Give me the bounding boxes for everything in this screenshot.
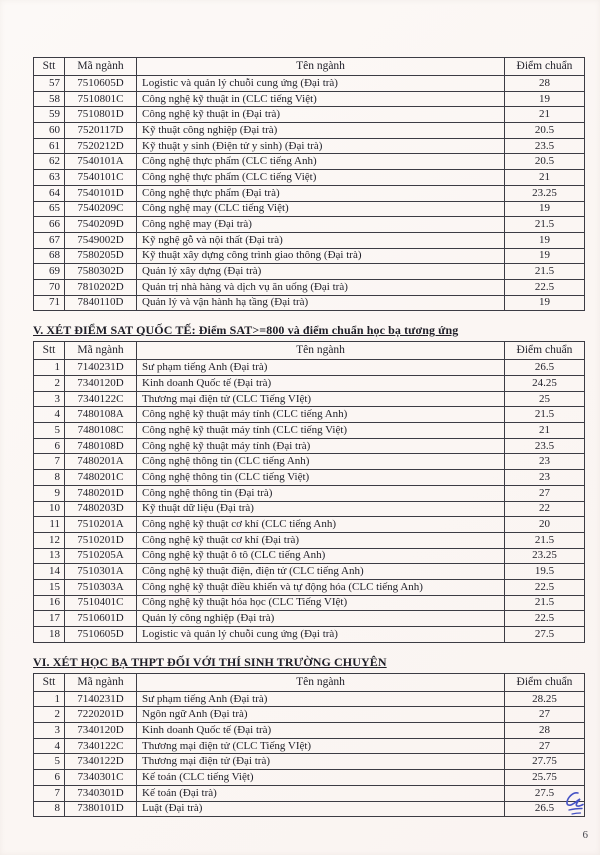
cell-stt: 2 — [34, 376, 65, 392]
cell-ma-nganh: 7510401C — [65, 595, 137, 611]
col-header-stt: Stt — [34, 342, 65, 360]
cell-ma-nganh: 7480108D — [65, 438, 137, 454]
cell-stt: 5 — [34, 423, 65, 439]
table-row — [34, 279, 585, 295]
cell-ten-nganh: Quản lý và vận hành hạ tầng (Đại trà) — [137, 295, 505, 311]
cell-ten-nganh: Kế toán (Đại trà) — [137, 785, 505, 801]
cell-ma-nganh: 7510801D — [65, 107, 137, 123]
cell-diem-chuan: 21.5 — [505, 407, 585, 423]
table-row — [34, 517, 585, 533]
cell-ten-nganh: Công nghệ kỹ thuật điều khiển và tự động hóa (CLC tiếng Anh) — [137, 579, 505, 595]
col-header-diem-chuan: Điểm chuẩn — [505, 58, 585, 76]
table-row — [34, 295, 585, 311]
table-row — [34, 201, 585, 217]
cell-stt: 4 — [34, 738, 65, 754]
table-row — [34, 376, 585, 392]
cell-stt: 70 — [34, 279, 65, 295]
cell-stt: 7 — [34, 454, 65, 470]
cell-ma-nganh: 7510205A — [65, 548, 137, 564]
cell-ten-nganh: Công nghệ thực phẩm (Đại trà) — [137, 185, 505, 201]
table-row — [34, 723, 585, 739]
cell-ten-nganh: Ngôn ngữ Anh (Đại trà) — [137, 707, 505, 723]
cell-diem-chuan: 19 — [505, 91, 585, 107]
table-row — [34, 707, 585, 723]
cell-diem-chuan: 20.5 — [505, 154, 585, 170]
cell-stt: 13 — [34, 548, 65, 564]
table-row — [34, 391, 585, 407]
cell-stt: 18 — [34, 627, 65, 643]
cell-stt: 11 — [34, 517, 65, 533]
cell-ma-nganh: 7540209D — [65, 217, 137, 233]
cell-ma-nganh: 7480201A — [65, 454, 137, 470]
table-row — [34, 107, 585, 123]
cell-ten-nganh: Công nghệ may (Đại trà) — [137, 217, 505, 233]
table-row — [34, 154, 585, 170]
cell-diem-chuan: 21 — [505, 107, 585, 123]
cell-ten-nganh: Công nghệ kỹ thuật điện, điện tử (CLC tiếng Anh) — [137, 564, 505, 580]
cell-diem-chuan: 28 — [505, 76, 585, 92]
table-row — [34, 76, 585, 92]
cell-stt: 10 — [34, 501, 65, 517]
cell-stt: 14 — [34, 564, 65, 580]
cell-stt: 71 — [34, 295, 65, 311]
cell-ma-nganh: 7540101D — [65, 185, 137, 201]
cell-stt: 3 — [34, 723, 65, 739]
cell-stt: 2 — [34, 707, 65, 723]
table-row — [34, 801, 585, 817]
cell-stt: 62 — [34, 154, 65, 170]
cell-ten-nganh: Công nghệ thông tin (Đại trà) — [137, 485, 505, 501]
cell-ten-nganh: Quản lý công nghiệp (Đại trà) — [137, 611, 505, 627]
cell-ten-nganh: Sư phạm tiếng Anh (Đại trà) — [137, 360, 505, 376]
table-row — [34, 470, 585, 486]
cell-ma-nganh: 7510301A — [65, 564, 137, 580]
table-row — [34, 785, 585, 801]
cell-ma-nganh: 7540209C — [65, 201, 137, 217]
cell-ten-nganh: Thương mại điện tử (CLC Tiếng VIệt) — [137, 738, 505, 754]
col-header-ten-nganh: Tên ngành — [137, 342, 505, 360]
table-row — [34, 185, 585, 201]
cell-ten-nganh: Luật (Đại trà) — [137, 801, 505, 817]
cell-ma-nganh: 7340301C — [65, 770, 137, 786]
cell-ten-nganh: Kỹ thuật y sinh (Điện tử y sinh) (Đại trà) — [137, 138, 505, 154]
cell-diem-chuan: 22.5 — [505, 279, 585, 295]
cell-diem-chuan: 19 — [505, 248, 585, 264]
cell-ma-nganh: 7510303A — [65, 579, 137, 595]
section-vi-heading: VI. XÉT HỌC BẠ THPT ĐỐI VỚI THÍ SINH TRƯỜNG CHUYÊN — [33, 654, 387, 669]
cell-stt: 66 — [34, 217, 65, 233]
cell-ma-nganh: 7810202D — [65, 279, 137, 295]
cell-diem-chuan: 27 — [505, 707, 585, 723]
signature-icon — [554, 790, 588, 828]
table-row — [34, 217, 585, 233]
cell-ten-nganh: Công nghệ kỹ thuật in (CLC tiếng Việt) — [137, 91, 505, 107]
score-table-rows-57-71 — [33, 57, 585, 311]
cell-diem-chuan: 23.25 — [505, 185, 585, 201]
cell-stt: 68 — [34, 248, 65, 264]
cell-ten-nganh: Công nghệ thông tin (CLC tiếng Anh) — [137, 454, 505, 470]
cell-ma-nganh: 7549002D — [65, 232, 137, 248]
cell-stt: 16 — [34, 595, 65, 611]
table-row — [34, 595, 585, 611]
score-table-sat-international — [33, 341, 585, 642]
cell-ma-nganh: 7140231D — [65, 360, 137, 376]
cell-ten-nganh: Logistic và quản lý chuỗi cung ứng (Đại trà) — [137, 76, 505, 92]
cell-diem-chuan: 27 — [505, 485, 585, 501]
cell-ten-nganh: Công nghệ thực phẩm (CLC tiếng Anh) — [137, 154, 505, 170]
table-row — [34, 423, 585, 439]
table-row — [34, 170, 585, 186]
cell-stt: 58 — [34, 91, 65, 107]
cell-ten-nganh: Kế toán (CLC tiếng Việt) — [137, 770, 505, 786]
cell-diem-chuan: 21 — [505, 423, 585, 439]
cell-ma-nganh: 7340122D — [65, 754, 137, 770]
cell-ma-nganh: 7510801C — [65, 91, 137, 107]
table-header-row — [34, 673, 585, 691]
cell-stt: 1 — [34, 691, 65, 707]
cell-diem-chuan: 21.5 — [505, 264, 585, 280]
cell-diem-chuan: 23.5 — [505, 438, 585, 454]
col-header-ten-nganh: Tên ngành — [137, 58, 505, 76]
cell-ma-nganh: 7340122C — [65, 738, 137, 754]
cell-stt: 61 — [34, 138, 65, 154]
cell-ten-nganh: Công nghệ kỹ thuật cơ khí (Đại trà) — [137, 532, 505, 548]
cell-stt: 9 — [34, 485, 65, 501]
col-header-ma-nganh: Mã ngành — [65, 58, 137, 76]
cell-ten-nganh: Công nghệ kỹ thuật cơ khí (CLC tiếng Anh) — [137, 517, 505, 533]
cell-diem-chuan: 24.25 — [505, 376, 585, 392]
cell-diem-chuan: 22.5 — [505, 611, 585, 627]
cell-ma-nganh: 7510605D — [65, 627, 137, 643]
cell-stt: 17 — [34, 611, 65, 627]
cell-diem-chuan: 22.5 — [505, 579, 585, 595]
table-row — [34, 611, 585, 627]
cell-ma-nganh: 7520212D — [65, 138, 137, 154]
table-header-row — [34, 342, 585, 360]
cell-ma-nganh: 7580205D — [65, 248, 137, 264]
cell-ten-nganh: Công nghệ kỹ thuật ô tô (CLC tiếng Anh) — [137, 548, 505, 564]
cell-diem-chuan: 23 — [505, 470, 585, 486]
cell-stt: 63 — [34, 170, 65, 186]
cell-ten-nganh: Logistic và quản lý chuỗi cung ứng (Đại trà) — [137, 627, 505, 643]
cell-diem-chuan: 27.5 — [505, 785, 585, 801]
cell-stt: 4 — [34, 407, 65, 423]
cell-diem-chuan: 27.75 — [505, 754, 585, 770]
cell-diem-chuan: 27 — [505, 738, 585, 754]
cell-diem-chuan: 23.5 — [505, 138, 585, 154]
cell-stt: 5 — [34, 754, 65, 770]
cell-diem-chuan: 22 — [505, 501, 585, 517]
col-header-ma-nganh: Mã ngành — [65, 673, 137, 691]
table-row — [34, 264, 585, 280]
table-row — [34, 691, 585, 707]
cell-diem-chuan: 20 — [505, 517, 585, 533]
col-header-diem-chuan: Điểm chuẩn — [505, 673, 585, 691]
table-row — [34, 407, 585, 423]
cell-ma-nganh: 7480108C — [65, 423, 137, 439]
page-content — [33, 0, 585, 817]
col-header-diem-chuan: Điểm chuẩn — [505, 342, 585, 360]
cell-stt: 8 — [34, 470, 65, 486]
col-header-ten-nganh: Tên ngành — [137, 673, 505, 691]
cell-stt: 57 — [34, 76, 65, 92]
cell-diem-chuan: 20.5 — [505, 123, 585, 139]
table-row — [34, 627, 585, 643]
cell-diem-chuan: 19 — [505, 232, 585, 248]
cell-ma-nganh: 7340120D — [65, 723, 137, 739]
cell-ten-nganh: Kinh doanh Quốc tế (Đại trà) — [137, 723, 505, 739]
cell-stt: 7 — [34, 785, 65, 801]
table-row — [34, 548, 585, 564]
cell-ma-nganh: 7510201D — [65, 532, 137, 548]
cell-ma-nganh: 7480108A — [65, 407, 137, 423]
cell-ten-nganh: Công nghệ kỹ thuật máy tính (Đại trà) — [137, 438, 505, 454]
cell-ten-nganh: Kỹ thuật xây dựng công trình giao thông (Đại trà) — [137, 248, 505, 264]
cell-ma-nganh: 7510201A — [65, 517, 137, 533]
cell-stt: 15 — [34, 579, 65, 595]
cell-stt: 65 — [34, 201, 65, 217]
cell-ma-nganh: 7340120D — [65, 376, 137, 392]
cell-stt: 69 — [34, 264, 65, 280]
cell-ma-nganh: 7480201C — [65, 470, 137, 486]
cell-diem-chuan: 21.5 — [505, 595, 585, 611]
cell-ma-nganh: 7580302D — [65, 264, 137, 280]
cell-ten-nganh: Công nghệ thông tin (CLC tiếng Việt) — [137, 470, 505, 486]
col-header-stt: Stt — [34, 58, 65, 76]
cell-ma-nganh: 7540101A — [65, 154, 137, 170]
cell-stt: 8 — [34, 801, 65, 817]
table-row — [34, 579, 585, 595]
table-row — [34, 754, 585, 770]
cell-diem-chuan: 28.25 — [505, 691, 585, 707]
cell-ma-nganh: 7380101D — [65, 801, 137, 817]
col-header-ma-nganh: Mã ngành — [65, 342, 137, 360]
cell-diem-chuan: 28 — [505, 723, 585, 739]
cell-diem-chuan: 23 — [505, 454, 585, 470]
cell-stt: 67 — [34, 232, 65, 248]
cell-ten-nganh: Kỹ nghệ gỗ và nội thất (Đại trà) — [137, 232, 505, 248]
cell-ten-nganh: Kỹ thuật công nghiệp (Đại trà) — [137, 123, 505, 139]
cell-ten-nganh: Công nghệ kỹ thuật máy tính (CLC tiếng Anh) — [137, 407, 505, 423]
cell-ma-nganh: 7510601D — [65, 611, 137, 627]
cell-ten-nganh: Công nghệ kỹ thuật in (Đại trà) — [137, 107, 505, 123]
table-row — [34, 532, 585, 548]
cell-ten-nganh: Thương mại điện tử (Đại trà) — [137, 754, 505, 770]
cell-diem-chuan: 26.5 — [505, 360, 585, 376]
cell-ma-nganh: 7540101C — [65, 170, 137, 186]
cell-ten-nganh: Kỹ thuật dữ liệu (Đại trà) — [137, 501, 505, 517]
cell-diem-chuan: 21.5 — [505, 217, 585, 233]
cell-stt: 59 — [34, 107, 65, 123]
col-header-stt: Stt — [34, 673, 65, 691]
cell-ma-nganh: 7510605D — [65, 76, 137, 92]
section-v-heading: V. XÉT ĐIỂM SAT QUỐC TẾ: Điểm SAT>=800 và điểm chuẩn học bạ tương ứng — [33, 323, 459, 338]
cell-diem-chuan: 19 — [505, 201, 585, 217]
cell-ma-nganh: 7840110D — [65, 295, 137, 311]
table-row — [34, 232, 585, 248]
cell-ten-nganh: Công nghệ thực phẩm (CLC tiếng Việt) — [137, 170, 505, 186]
table-row — [34, 770, 585, 786]
cell-ten-nganh: Công nghệ may (CLC tiếng Việt) — [137, 201, 505, 217]
cell-ten-nganh: Quản lý xây dựng (Đại trà) — [137, 264, 505, 280]
cell-diem-chuan: 21 — [505, 170, 585, 186]
cell-ten-nganh: Kinh doanh Quốc tế (Đại trà) — [137, 376, 505, 392]
table-row — [34, 485, 585, 501]
table-row — [34, 123, 585, 139]
cell-diem-chuan: 27.5 — [505, 627, 585, 643]
page-number: 6 — [582, 829, 588, 841]
table-row — [34, 454, 585, 470]
score-table-specialized-school — [33, 673, 585, 818]
cell-stt: 1 — [34, 360, 65, 376]
cell-stt: 60 — [34, 123, 65, 139]
cell-stt: 6 — [34, 770, 65, 786]
cell-diem-chuan: 21.5 — [505, 532, 585, 548]
cell-ma-nganh: 7220201D — [65, 707, 137, 723]
cell-ma-nganh: 7480201D — [65, 485, 137, 501]
cell-ten-nganh: Công nghệ kỹ thuật máy tính (CLC tiếng Việt) — [137, 423, 505, 439]
cell-diem-chuan: 25 — [505, 391, 585, 407]
cell-ten-nganh: Công nghệ kỹ thuật hóa học (CLC Tiếng VIệt) — [137, 595, 505, 611]
table-row — [34, 248, 585, 264]
cell-ma-nganh: 7340122C — [65, 391, 137, 407]
cell-stt: 12 — [34, 532, 65, 548]
table-row — [34, 501, 585, 517]
cell-ten-nganh: Sư phạm tiếng Anh (Đại trà) — [137, 691, 505, 707]
table-row — [34, 738, 585, 754]
cell-stt: 64 — [34, 185, 65, 201]
cell-ten-nganh: Quản trị nhà hàng và dịch vụ ăn uống (Đại trà) — [137, 279, 505, 295]
cell-diem-chuan: 26.5 — [505, 801, 585, 817]
cell-diem-chuan: 25.75 — [505, 770, 585, 786]
cell-diem-chuan: 23.25 — [505, 548, 585, 564]
cell-ma-nganh: 7480203D — [65, 501, 137, 517]
table-row — [34, 360, 585, 376]
cell-ma-nganh: 7140231D — [65, 691, 137, 707]
cell-ma-nganh: 7340301D — [65, 785, 137, 801]
table-row — [34, 438, 585, 454]
table-row — [34, 138, 585, 154]
cell-ma-nganh: 7520117D — [65, 123, 137, 139]
cell-stt: 6 — [34, 438, 65, 454]
table-row — [34, 91, 585, 107]
cell-ten-nganh: Thương mại điện tử (CLC Tiếng VIệt) — [137, 391, 505, 407]
cell-diem-chuan: 19 — [505, 295, 585, 311]
table-row — [34, 564, 585, 580]
table-header-row — [34, 58, 585, 76]
cell-diem-chuan: 19.5 — [505, 564, 585, 580]
cell-stt: 3 — [34, 391, 65, 407]
